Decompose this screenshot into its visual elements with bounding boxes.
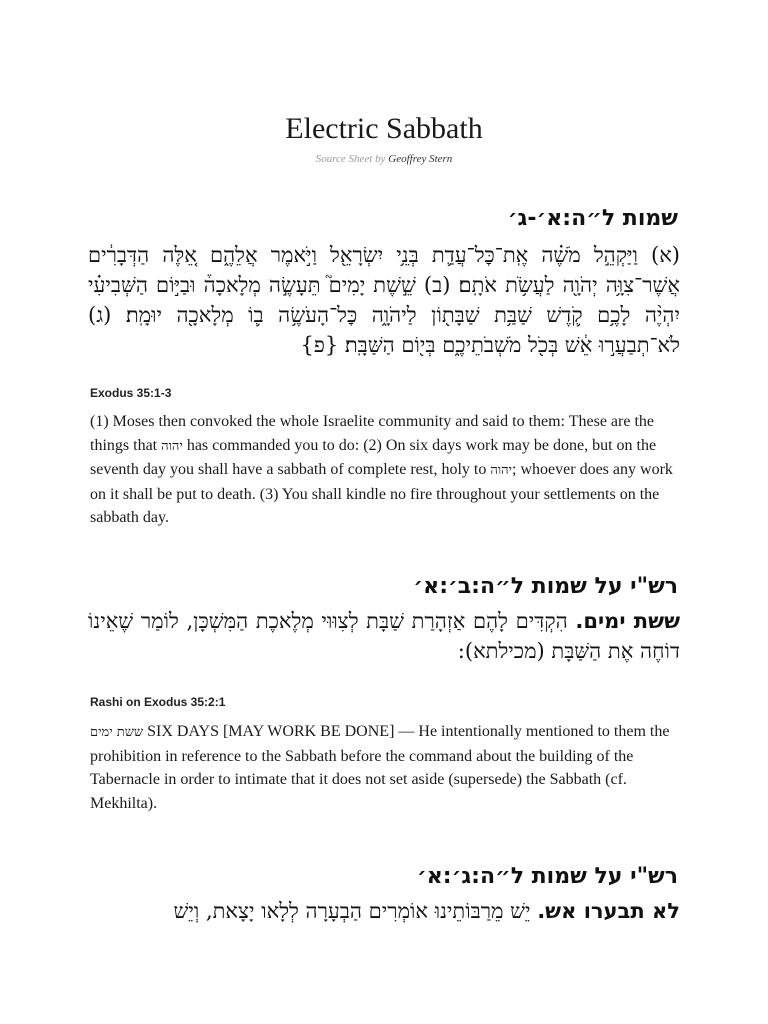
rashi-comment: יֵשׁ מֵרַבּוֹתֵינוּ אוֹמְרִים הַבְעָרָה לְלָאו יָצָאת, וְיֵשׁ	[173, 899, 538, 923]
source-2-hebrew-text	[88, 606, 680, 666]
english-text-part: ; whoever does any work on it shall be put to death. (3) You shall kindle no fire throughout your settlements on the sabbath day.	[90, 461, 673, 526]
source-1-english-ref[interactable]: Exodus 35:1-3	[90, 386, 172, 400]
english-text-part: (1) Moses then convoked the whole Israelite community and said to them: These are the things that	[90, 413, 654, 454]
rashi-translation: SIX DAYS [MAY WORK BE DONE] — He intentionally mentioned to them the prohibition in reference to the Sabbath before the command about the building of the Tabernacle in order to intimate that it does not set aside (supersede) the Sabbath (cf. Mekhilta).	[90, 723, 670, 812]
source-1-hebrew-text: (א) וַיַּקְהֵ֣ל מֹשֶׁ֗ה אֶֽת־כׇּל־עֲדַ֛ת בְּנֵ֥י יִשְׂרָאֵ֖ל וַיֹּ֣אמֶר אֲלֵהֶ֑ם אֵ֚לֶּה הַדְּבָרִ֔ים אֲשֶׁר־צִוָּ֥ה יְהֹוָ֖ה לַעֲשֹׂ֥ת אֹתָֽם׃ (ב) שֵׁ֣שֶׁת יָמִים֮ תֵּעָשֶׂ֣ה מְלָאכָה֒ וּבַיּ֣וֹם הַשְּׁבִיעִ֗י יִהְיֶ֨ה לָכֶ֥ם קֹ֛דֶשׁ שַׁבַּ֥ת שַׁבָּת֖וֹן לַיהֹוָ֑ה כׇּל־הָעֹשֶׂ֥ה ב֛וֹ מְלָאכָ֖ה יוּמָֽת׃ (ג) לֹא־תְבַעֲר֣וּ אֵ֔שׁ בְּכֹ֖ל מֹשְׁבֹתֵיכֶ֑ם בְּי֖וֹם הַשַּׁבָּֽת׃ {פ}	[88, 243, 680, 357]
source-3-hebrew-ref[interactable]: רש"י על שמות ל״ה:ג׳:א׳	[416, 864, 678, 889]
english-text-part: has commanded you to do: (2) On six days work may be done, but on the seventh day you shall have a sabbath of complete rest, holy to	[90, 436, 657, 478]
rashi-comment: הִקְדִּים לָהֶם אַזְהָרַת שַׁבָּת לְצִוּוּי מְלֶאכֶת הַמִּשְׁכָּן, לוֹמַר שֶׁאֵינוֹ דוֹחֶה אֶת הַשַּׁבָּת (מכילתא):	[88, 609, 680, 663]
divine-name: יהוה	[161, 438, 183, 454]
dibbur-hamatchil: ששת ימים.	[575, 609, 681, 633]
author-link[interactable]: Geoffrey Stern	[388, 153, 453, 165]
byline	[0, 153, 768, 165]
divine-name: יהוה	[490, 463, 513, 478]
source-3-hebrew-text	[88, 896, 680, 926]
source-2-english-text	[90, 720, 680, 815]
dibbur-hamatchil: לא תבערו אש.	[537, 899, 680, 923]
page-title: Electric Sabbath	[285, 112, 483, 145]
hebrew-lead: ששת ימים	[90, 725, 144, 740]
source-1-hebrew-ref[interactable]: שמות ל״ה:א׳-ג׳	[507, 206, 678, 231]
source-2-english-ref[interactable]: Rashi on Exodus 35:2:1	[90, 695, 226, 709]
source-2-hebrew-ref[interactable]: רש"י על שמות ל״ה:ב׳:א׳	[413, 574, 678, 599]
byline-prefix: Source Sheet by	[315, 153, 386, 165]
source-1-english-text	[90, 410, 680, 530]
